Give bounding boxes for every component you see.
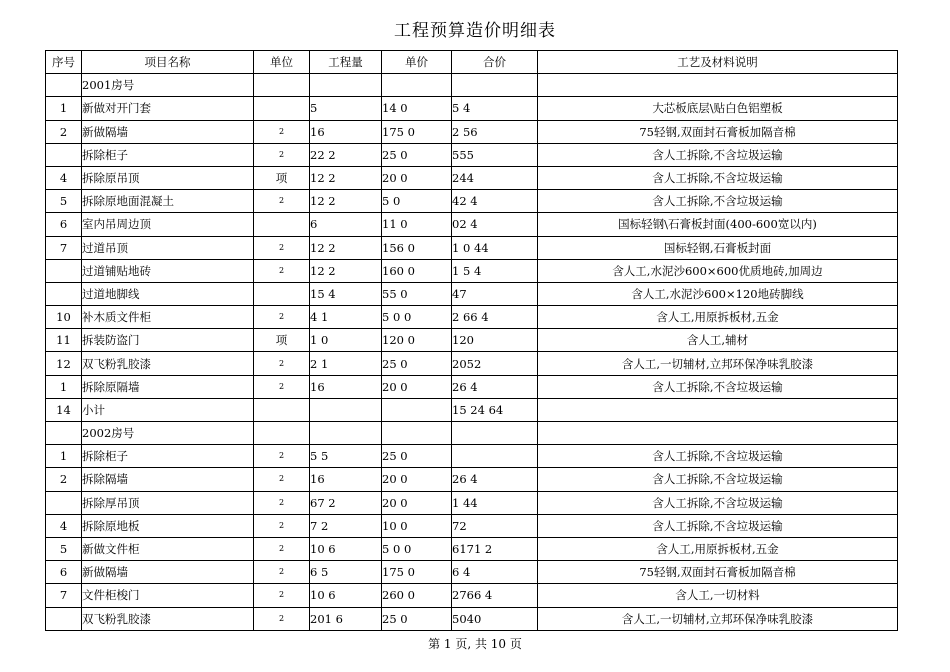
row-name: 双飞粉乳胶漆 xyxy=(82,607,254,630)
row-unit: 2 xyxy=(254,468,310,491)
row-name: 拆除原地板 xyxy=(82,514,254,537)
row-desc: 含人工,用原拆板材,五金 xyxy=(538,537,898,560)
row-qty: 7 2 xyxy=(310,514,382,537)
row-qty: 15 4 xyxy=(310,282,382,305)
row-total: 6 4 xyxy=(452,561,538,584)
row-seq: 4 xyxy=(46,514,82,537)
table-row xyxy=(46,97,898,120)
row-total: 15 24 64 xyxy=(452,398,538,421)
table-row xyxy=(46,143,898,166)
row-price: 156 0 xyxy=(382,236,452,259)
row-seq: 5 xyxy=(46,537,82,560)
table-row xyxy=(46,445,898,468)
table-row xyxy=(46,561,898,584)
row-desc: 75轻钢,双面封石膏板加隔音棉 xyxy=(538,120,898,143)
table-row xyxy=(46,375,898,398)
row-total: 244 xyxy=(452,166,538,189)
row-price: 175 0 xyxy=(382,561,452,584)
row-unit: 2 xyxy=(254,190,310,213)
row-total: 42 4 xyxy=(452,190,538,213)
row-seq: 11 xyxy=(46,329,82,352)
row-desc: 含人工拆除,不含垃圾运输 xyxy=(538,190,898,213)
table-row xyxy=(46,398,898,421)
row-unit xyxy=(254,282,310,305)
row-unit: 2 xyxy=(254,352,310,375)
row-seq xyxy=(46,282,82,305)
row-seq: 7 xyxy=(46,584,82,607)
row-price: 175 0 xyxy=(382,120,452,143)
row-seq: 1 xyxy=(46,445,82,468)
table-row xyxy=(46,514,898,537)
row-desc: 含人工,水泥沙600×120地砖脚线 xyxy=(538,282,898,305)
row-qty: 12 2 xyxy=(310,236,382,259)
row-unit xyxy=(254,97,310,120)
row-name: 拆除原吊顶 xyxy=(82,166,254,189)
row-name: 新做对开门套 xyxy=(82,97,254,120)
row-desc: 含人工拆除,不含垃圾运输 xyxy=(538,468,898,491)
row-qty xyxy=(310,422,382,445)
row-seq: 2 xyxy=(46,120,82,143)
row-total: 2 66 4 xyxy=(452,306,538,329)
row-seq xyxy=(46,143,82,166)
table-row xyxy=(46,166,898,189)
table-body xyxy=(46,74,898,631)
table-row xyxy=(46,213,898,236)
row-total: 2766 4 xyxy=(452,584,538,607)
row-desc: 含人工拆除,不含垃圾运输 xyxy=(538,445,898,468)
row-total xyxy=(452,445,538,468)
row-name: 补木质文件柜 xyxy=(82,306,254,329)
row-qty: 1 0 xyxy=(310,329,382,352)
row-unit xyxy=(254,74,310,97)
table-row xyxy=(46,537,898,560)
budget-table xyxy=(45,50,898,631)
row-total: 02 4 xyxy=(452,213,538,236)
row-price xyxy=(382,74,452,97)
row-price: 5 0 0 xyxy=(382,537,452,560)
row-price: 20 0 xyxy=(382,375,452,398)
row-name: 新做隔墙 xyxy=(82,561,254,584)
row-name: 拆除原地面混凝土 xyxy=(82,190,254,213)
table-header-row xyxy=(46,51,898,74)
row-name: 拆除隔墙 xyxy=(82,468,254,491)
table-row xyxy=(46,259,898,282)
table-row xyxy=(46,190,898,213)
row-price: 5 0 xyxy=(382,190,452,213)
row-total xyxy=(452,74,538,97)
row-unit: 2 xyxy=(254,537,310,560)
row-desc: 含人工拆除,不含垃圾运输 xyxy=(538,491,898,514)
row-unit: 2 xyxy=(254,514,310,537)
row-name: 拆装防盗门 xyxy=(82,329,254,352)
row-desc: 含人工,一切辅材,立邦环保净味乳胶漆 xyxy=(538,607,898,630)
row-seq: 2 xyxy=(46,468,82,491)
row-qty xyxy=(310,398,382,421)
row-unit: 2 xyxy=(254,561,310,584)
row-seq: 1 xyxy=(46,97,82,120)
row-total: 26 4 xyxy=(452,375,538,398)
table-row xyxy=(46,584,898,607)
row-seq: 4 xyxy=(46,166,82,189)
row-total: 5 4 xyxy=(452,97,538,120)
row-desc: 含人工拆除,不含垃圾运输 xyxy=(538,514,898,537)
row-seq xyxy=(46,259,82,282)
row-total: 555 xyxy=(452,143,538,166)
row-price xyxy=(382,422,452,445)
row-desc xyxy=(538,74,898,97)
row-name: 拆除柜子 xyxy=(82,445,254,468)
row-desc: 含人工拆除,不含垃圾运输 xyxy=(538,143,898,166)
row-desc xyxy=(538,422,898,445)
table-row xyxy=(46,352,898,375)
row-unit xyxy=(254,398,310,421)
row-qty: 2 1 xyxy=(310,352,382,375)
row-total: 120 xyxy=(452,329,538,352)
row-qty: 67 2 xyxy=(310,491,382,514)
row-qty: 201 6 xyxy=(310,607,382,630)
row-name: 过道铺贴地砖 xyxy=(82,259,254,282)
row-qty: 12 2 xyxy=(310,166,382,189)
row-seq xyxy=(46,422,82,445)
row-name: 过道地脚线 xyxy=(82,282,254,305)
row-seq: 10 xyxy=(46,306,82,329)
row-total: 47 xyxy=(452,282,538,305)
page-title: 工程预算造价明细表 xyxy=(394,21,556,41)
row-name: 文件柜梭门 xyxy=(82,584,254,607)
row-price xyxy=(382,398,452,421)
row-total: 72 xyxy=(452,514,538,537)
row-unit: 2 xyxy=(254,120,310,143)
row-price: 25 0 xyxy=(382,607,452,630)
table-row xyxy=(46,491,898,514)
row-unit xyxy=(254,213,310,236)
row-name: 2001房号 xyxy=(82,74,254,97)
header-total: 合价 xyxy=(452,51,538,74)
table-row xyxy=(46,306,898,329)
row-name: 2002房号 xyxy=(82,422,254,445)
row-unit: 2 xyxy=(254,143,310,166)
row-price: 20 0 xyxy=(382,468,452,491)
row-seq xyxy=(46,74,82,97)
row-qty: 22 2 xyxy=(310,143,382,166)
row-desc: 含人工,水泥沙600×600优质地砖,加周边 xyxy=(538,259,898,282)
row-seq: 12 xyxy=(46,352,82,375)
header-seq: 序号 xyxy=(46,51,82,74)
table-row xyxy=(46,468,898,491)
row-name: 新做隔墙 xyxy=(82,120,254,143)
row-unit: 2 xyxy=(254,445,310,468)
row-total: 2 56 xyxy=(452,120,538,143)
row-desc: 国标轻钢\石膏板封面(400-600宽以内) xyxy=(538,213,898,236)
row-total: 26 4 xyxy=(452,468,538,491)
row-desc: 含人工,辅材 xyxy=(538,329,898,352)
row-unit: 项 xyxy=(254,329,310,352)
row-seq: 6 xyxy=(46,561,82,584)
row-unit: 项 xyxy=(254,166,310,189)
row-desc xyxy=(538,398,898,421)
header-desc: 工艺及材料说明 xyxy=(538,51,898,74)
row-desc: 含人工拆除,不含垃圾运输 xyxy=(538,375,898,398)
row-qty: 10 6 xyxy=(310,537,382,560)
table-row xyxy=(46,607,898,630)
row-total: 6171 2 xyxy=(452,537,538,560)
row-name: 小计 xyxy=(82,398,254,421)
row-qty xyxy=(310,74,382,97)
row-qty: 12 2 xyxy=(310,259,382,282)
row-qty: 4 1 xyxy=(310,306,382,329)
row-price: 25 0 xyxy=(382,143,452,166)
row-seq xyxy=(46,607,82,630)
table-row xyxy=(46,120,898,143)
header-name: 项目名称 xyxy=(82,51,254,74)
row-qty: 10 6 xyxy=(310,584,382,607)
row-price: 160 0 xyxy=(382,259,452,282)
row-total xyxy=(452,422,538,445)
table-row xyxy=(46,74,898,97)
row-total: 1 44 xyxy=(452,491,538,514)
row-price: 14 0 xyxy=(382,97,452,120)
row-seq: 6 xyxy=(46,213,82,236)
row-price: 20 0 xyxy=(382,491,452,514)
row-unit: 2 xyxy=(254,306,310,329)
row-price: 10 0 xyxy=(382,514,452,537)
row-price: 120 0 xyxy=(382,329,452,352)
row-qty: 6 xyxy=(310,213,382,236)
row-qty: 16 xyxy=(310,120,382,143)
row-desc: 含人工,一切材料 xyxy=(538,584,898,607)
row-name: 拆除原隔墙 xyxy=(82,375,254,398)
row-price: 20 0 xyxy=(382,166,452,189)
row-desc: 含人工,用原拆板材,五金 xyxy=(538,306,898,329)
row-name: 新做文件柜 xyxy=(82,537,254,560)
row-unit: 2 xyxy=(254,607,310,630)
row-total: 1 0 44 xyxy=(452,236,538,259)
row-qty: 16 xyxy=(310,468,382,491)
row-qty: 5 xyxy=(310,97,382,120)
row-desc: 75轻钢,双面封石膏板加隔音棉 xyxy=(538,561,898,584)
row-desc: 大芯板底层\贴白色铝塑板 xyxy=(538,97,898,120)
row-qty: 16 xyxy=(310,375,382,398)
row-price: 5 0 0 xyxy=(382,306,452,329)
row-qty: 5 5 xyxy=(310,445,382,468)
table-row xyxy=(46,282,898,305)
row-desc: 国标轻钢,石膏板封面 xyxy=(538,236,898,259)
row-desc: 含人工,一切辅材,立邦环保净味乳胶漆 xyxy=(538,352,898,375)
row-qty: 12 2 xyxy=(310,190,382,213)
row-name: 双飞粉乳胶漆 xyxy=(82,352,254,375)
row-total: 1 5 4 xyxy=(452,259,538,282)
row-unit: 2 xyxy=(254,375,310,398)
row-unit: 2 xyxy=(254,236,310,259)
table-row xyxy=(46,329,898,352)
header-qty: 工程量 xyxy=(310,51,382,74)
row-name: 拆除柜子 xyxy=(82,143,254,166)
table-row xyxy=(46,236,898,259)
row-qty: 6 5 xyxy=(310,561,382,584)
row-seq: 1 xyxy=(46,375,82,398)
row-desc: 含人工拆除,不含垃圾运输 xyxy=(538,166,898,189)
header-price: 单价 xyxy=(382,51,452,74)
row-total: 2052 xyxy=(452,352,538,375)
row-seq xyxy=(46,491,82,514)
page-footer: 第 1 页, 共 10 页 xyxy=(428,637,522,651)
row-price: 55 0 xyxy=(382,282,452,305)
row-name: 拆除厚吊顶 xyxy=(82,491,254,514)
row-unit xyxy=(254,422,310,445)
row-unit: 2 xyxy=(254,491,310,514)
row-unit: 2 xyxy=(254,259,310,282)
table-row xyxy=(46,422,898,445)
row-seq: 5 xyxy=(46,190,82,213)
row-price: 25 0 xyxy=(382,352,452,375)
row-seq: 7 xyxy=(46,236,82,259)
row-seq: 14 xyxy=(46,398,82,421)
row-price: 260 0 xyxy=(382,584,452,607)
row-unit: 2 xyxy=(254,584,310,607)
row-name: 过道吊顶 xyxy=(82,236,254,259)
header-unit: 单位 xyxy=(254,51,310,74)
row-price: 25 0 xyxy=(382,445,452,468)
row-total: 5040 xyxy=(452,607,538,630)
row-name: 室内吊周边顶 xyxy=(82,213,254,236)
row-price: 11 0 xyxy=(382,213,452,236)
